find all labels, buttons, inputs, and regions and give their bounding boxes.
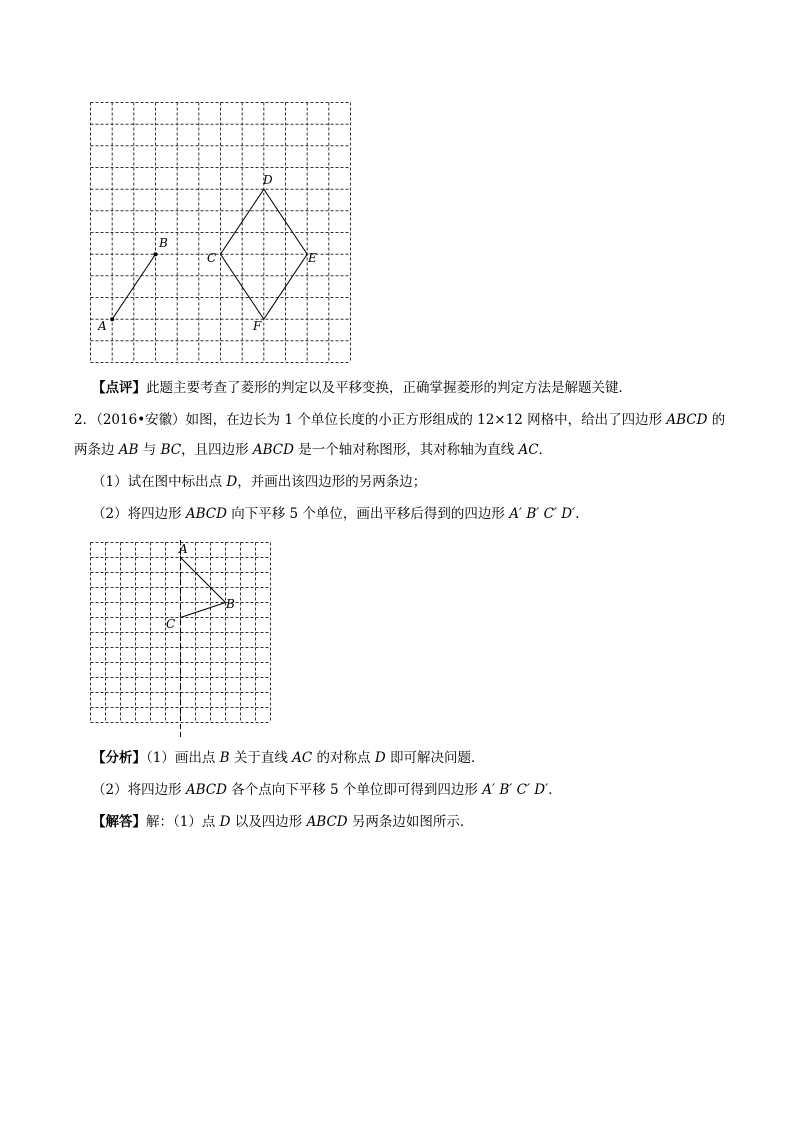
review-tag: 【点评】 (92, 380, 146, 396)
solution-line: 【解答】解：（1）点 D 以及四边形 ABCD 另两条边如图所示． (92, 814, 474, 830)
segment-ab (181, 558, 226, 603)
problem2-question1: （1）试在图中标出点 D，并画出该四边形的另两条边； (92, 474, 427, 490)
analysis-line1: 【分析】（1）画出点 B 关于直线 AC 的对称点 D 即可解决问题． (92, 750, 485, 766)
grid-1 (91, 103, 351, 363)
review-text: 此题主要考查了菱形的判定以及平移变换，正确掌握菱形的判定方法是解题关键． (146, 380, 632, 396)
figure-quadrilateral-grid (88, 540, 272, 740)
problem2-line1: 2．（2016•安徽）如图，在边长为 1 个单位长度的小正方形组成的 12×12 网格中，给出了四边形 ABCD 的 (74, 412, 726, 428)
label-c: C (207, 251, 217, 265)
label-e: E (308, 251, 317, 265)
problem-source: （2016•安徽） (96, 412, 186, 428)
point-b (154, 252, 158, 256)
review-line (92, 378, 632, 398)
label-d: D (263, 173, 273, 187)
figure-rhombus-grid (88, 100, 352, 364)
analysis-line2: （2）将四边形 ABCD 各个点向下平移 5 个单位即可得到四边形 A′ B′ C′ D′． (92, 782, 562, 798)
analysis-tag: 【分析】 (92, 750, 146, 766)
point-a (110, 317, 114, 321)
label-a: A (179, 542, 188, 556)
label-c: C (166, 617, 176, 631)
solution-tag: 【解答】 (92, 814, 146, 830)
problem2-line2: 两条边 AB 与 BC，且四边形 ABCD 是一个轴对称图形，其对称轴为直线 AC． (74, 442, 553, 458)
label-b: B (226, 597, 235, 611)
label-a: A (98, 319, 107, 333)
problem2-question2: （2）将四边形 ABCD 向下平移 5 个单位，画出平移后得到的四边形 A′ B′ C′ D′． (92, 506, 589, 522)
label-f: F (253, 319, 262, 333)
problem-number: 2． (74, 412, 97, 428)
segment-bc (181, 603, 226, 618)
label-b: B (159, 236, 168, 250)
